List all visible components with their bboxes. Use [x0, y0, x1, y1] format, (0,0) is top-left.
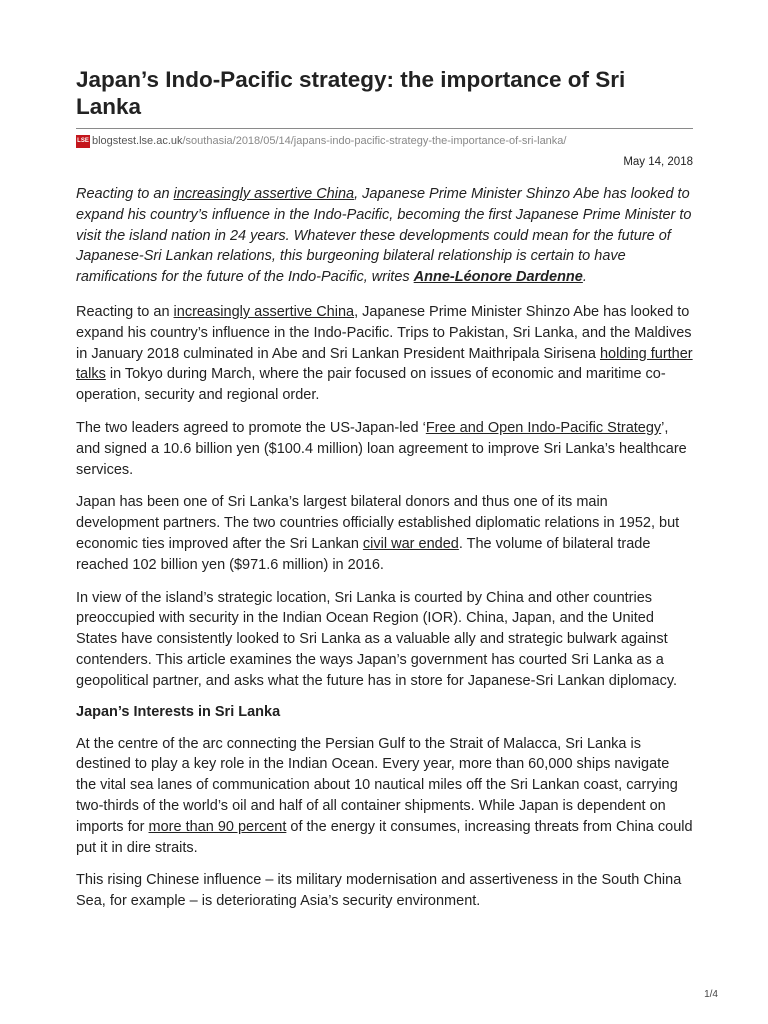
link-assertive-china[interactable]: increasingly assertive China [173, 186, 355, 202]
source-url-bar [76, 128, 693, 148]
link-holding-further-talks[interactable]: holding further talks [76, 345, 693, 383]
paragraph: This rising Chinese influence – its military modernisation and assertiveness in the South China Sea, for example – is deteriorating Asia’s security environment. [76, 872, 682, 910]
link-more-than-90-percent[interactable]: more than 90 percent [148, 818, 287, 835]
paragraph-text: . The volume of bilateral trade reached 102 billion yen ($971.6 million) in 2016. [76, 535, 651, 573]
paragraph-text: Japan has been one of Sri Lanka’s largest bilateral donors and thus one of its main development partners. The two countries officially established diplomatic relations in 1952, but economic ties improved after the Sri Lankan [76, 494, 680, 552]
lede-text: . [582, 269, 587, 286]
link-assertive-china[interactable]: increasingly assertive China [173, 303, 355, 320]
paragraph [76, 418, 693, 480]
paragraph-text: of the energy it consumes, increasing threats from China could put it in dire straits. [76, 818, 693, 856]
paragraph-text: At the centre of the arc connecting the Persian Gulf to the Strait of Malacca, Sri Lanka is destined to play a key role in the Indian Ocean. Every year, more than 60,000 ships navigate the vital sea lanes of communication about 10 nautical miles off the Sri Lankan coast, carrying two-thirds of the world’s oil and half of all container shipments. While Japan is dependent on imports for [76, 735, 678, 835]
lede-text: , Japanese Prime Minister Shinzo Abe has looked to expand his country’s influence in the Indo-Pacific, becoming the first Japanese Prime Minister to visit the island nation in 24 years. Whatever these developments could mean for the future of Japanese-Sri Lankan relations, this burgeoning bilateral relationship is certain to have ramifications for the future of the Indo-Pacific, writes [76, 186, 692, 286]
lse-logo-icon: LSE [76, 135, 90, 148]
page-number: 1/4 [704, 989, 718, 1000]
lede-paragraph [76, 184, 693, 288]
link-indo-pacific-strategy[interactable]: Free and Open Indo-Pacific Strategy [425, 419, 662, 436]
url-host[interactable]: blogstest.lse.ac.uk [92, 135, 183, 147]
lede-text: Reacting to an [76, 186, 174, 202]
link-civil-war-ended[interactable]: civil war ended [362, 535, 459, 552]
article-body [76, 184, 693, 924]
paragraph-text: , Japanese Prime Minister Shinzo Abe has looked to expand his country’s influence in the Indo-Pacific. Trips to Pakistan, Sri Lanka, and the Maldives in January 2018 culminated in Abe and Sri Lankan President Maithripala Sirisena [76, 303, 692, 362]
publish-date: May 14, 2018 [623, 156, 693, 168]
paragraph-text: ’, and signed a 10.6 billion yen ($100.4 million) loan agreement to improve Sri Lanka’s healthcare services. [76, 419, 687, 478]
paragraph [76, 734, 693, 859]
section-heading: Japan’s Interests in Sri Lanka [76, 703, 281, 720]
paragraph-text: in Tokyo during March, where the pair focused on issues of economic and maritime co-operation, security and regional order. [76, 366, 666, 404]
paragraph [76, 302, 693, 406]
url-path[interactable]: /southasia/2018/05/14/japans-indo-pacific-strategy-the-importance-of-sri-lanka/ [182, 135, 567, 147]
paragraph: In view of the island’s strategic location, Sri Lanka is courted by China and other countries preoccupied with security in the Indian Ocean Region (IOR). China, Japan, and the United States have consistently looked to Sri Lanka as a valuable ally and strategic bulwark against contenders. This article examines the ways Japan’s government has courted Sri Lanka as a geopolitical partner, and asks what the future has in store for Japanese-Sri Lankan diplomacy. [76, 589, 678, 689]
author-link[interactable]: Anne-Léonore Dardenne [413, 269, 583, 286]
paragraph-text: The two leaders agreed to promote the US-Japan-led ‘ [76, 419, 426, 436]
paragraph [76, 492, 693, 575]
article-title: Japan’s Indo-Pacific strategy: the importance of Sri Lanka [76, 67, 626, 119]
paragraph-text: Reacting to an [76, 303, 174, 320]
